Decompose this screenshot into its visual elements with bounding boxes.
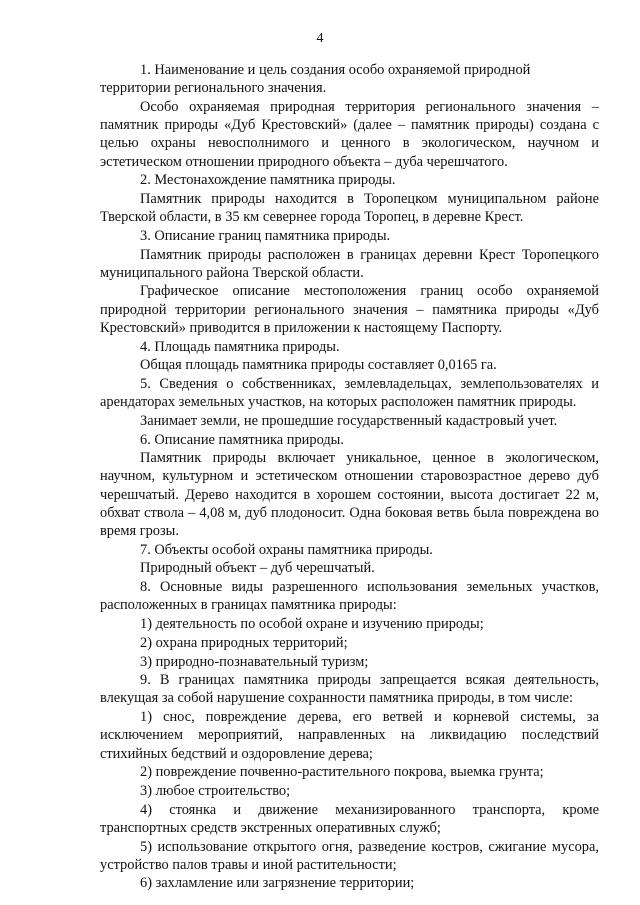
list-item: 4) стоянка и движение механизированного транспорта, кроме транспортных средств экстренных оперативных служб; bbox=[100, 801, 599, 836]
list-item: 6) захламление или загрязнение территории; bbox=[140, 875, 415, 892]
paragraph: Занимает земли, не прошедшие государственный кадастровый учет. bbox=[140, 412, 558, 429]
list-item: 3) природно-познавательный туризм; bbox=[140, 653, 369, 670]
paragraph: Общая площадь памятника природы составляет 0,0165 га. bbox=[140, 357, 497, 374]
list-item: 1) деятельность по особой охране и изучению природы; bbox=[140, 616, 484, 633]
list-item: 2) повреждение почвенно-растительного покрова, выемка грунта; bbox=[140, 764, 544, 781]
list-item: 2) охрана природных территорий; bbox=[140, 634, 348, 651]
paragraph: Памятник природы находится в Торопецком муниципальном районе Тверской области, в 35 км севернее города Торопец, в деревне Крест. bbox=[100, 190, 599, 226]
section-heading-1: 1. Наименование и цель создания особо охраняемой природной территории регионального значения. bbox=[100, 62, 531, 97]
section-heading-9: 9. В границах памятника природы запрещается всякая деятельность, влекущая за собой нарушение сохранности памятника природы, в том числе: bbox=[100, 672, 599, 707]
section-heading-3: 3. Описание границ памятника природы. bbox=[140, 227, 391, 244]
document-body bbox=[100, 61, 599, 893]
page-number: 4 bbox=[316, 31, 324, 46]
section-heading-5: 5. Сведения о собственниках, землевладельцах, землепользователях и арендаторах земельных участков, на которых расположен памятник природы. bbox=[100, 375, 599, 411]
section-heading-8: 8. Основные виды разрешенного использования земельных участков, расположенных в границах памятника природы: bbox=[100, 579, 599, 614]
list-item: 3) любое строительство; bbox=[140, 782, 291, 799]
paragraph: Памятник природы включает уникальное, ценное в экологическом, научном, культурном и эстетическом отношении старовозрастное дерево дуб черешчатый. Дерево находится в хорошем состоянии, высота достигает 22 м, обхват ствола – 4,08 м, дуб плодоносит. Одна боковая ветвь была повреждена во время грозы. bbox=[100, 450, 599, 540]
section-heading-6: 6. Описание памятника природы. bbox=[140, 431, 344, 448]
paragraph: Особо охраняемая природная территория регионального значения – памятник природы «Дуб Крестовский» (далее – памятник природы) создана с целью охраны невосполнимого и ценного в экологическом, научном и эстетическом отношении природного объекта – дуба черешчатого. bbox=[100, 98, 599, 170]
section-heading-2: 2. Местонахождение памятника природы. bbox=[140, 172, 396, 189]
paragraph: Памятник природы расположен в границах деревни Крест Торопецкого муниципального района Тверской области. bbox=[100, 246, 599, 281]
paragraph: Природный объект – дуб черешчатый. bbox=[140, 560, 375, 577]
section-heading-4: 4. Площадь памятника природы. bbox=[140, 338, 340, 355]
list-item: 1) снос, повреждение дерева, его ветвей и корневой системы, за исключением мероприятий, направленных на ликвидацию последствий стихийных бедствий и оздоровление дерева; bbox=[100, 709, 599, 762]
list-item: 5) использование открытого огня, разведение костров, сжигание мусора, устройство палов травы и иной растительности; bbox=[100, 838, 599, 873]
paragraph: Графическое описание местоположения границ особо охраняемой природной территории регионального значения – памятника природы «Дуб Крестовский» приводится в приложении к настоящему Паспорту. bbox=[100, 283, 599, 336]
section-heading-7: 7. Объекты особой охраны памятника природы. bbox=[140, 541, 433, 558]
